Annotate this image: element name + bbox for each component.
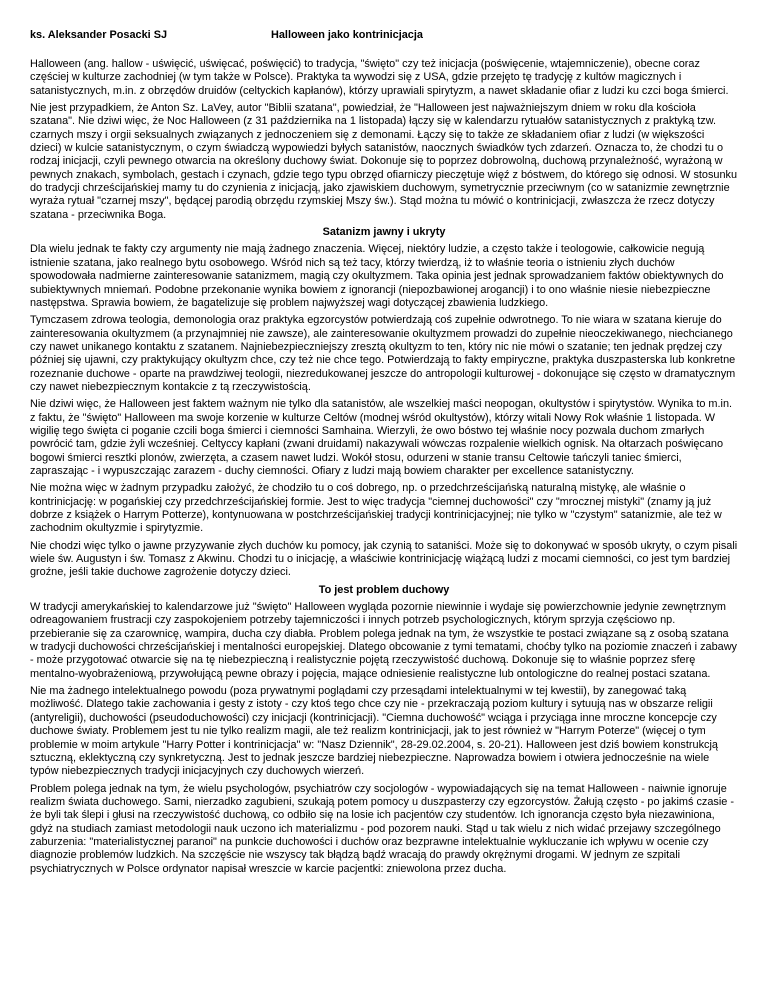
paragraph: Nie można więc w żadnym przypadku założyć, że chodziło tu o coś dobrego, np. o przedchrześcijańską naturalną mistykę, ale właśnie o kontrinicjację: w pogańskiej czy przedchrześcijańskiej formie. Jest to więc tradycja "ciemnej duchowości" czy "mrocznej mistyki" (znamy ją już dobrze z książek o Harrym Potterze), kontynuowana w postchrześcijańskiej tradycji kontrinicjacyjnej; nie tylko w "czystym" satanizmie, ale też w zachodnim okultyzmie i spirytyzmie. bbox=[30, 482, 722, 535]
paragraph: Tymczasem zdrowa teologia, demonologia oraz praktyka egzorcystów potwierdzają coś zupełnie odwrotnego. To nie wiara w szatana kieruje do zainteresowania okultyzmem (a przynajmniej nie zawsze), ale zainteresowanie okultyzmem prowadzi do zupełnie nieoczekiwanego, niechcianego czy nawet unikanego kontaktu z szatanem. Najniebezpieczniejszy zresztą okultyzm to ten, który nic nie mówi o szatanie; ten jednak prędzej czy później się ujawni, czy praktykujący okultyzm chce, czy też nie chce tego. Potwierdzają to fakty empiryczne, praktyka duszpasterska lub konkretne rozeznanie duchowe - oparte na prawdziwej teologii, niezredukowanej jeszcze do antropologii kulturowej - dokonujące się często w dramatycznym czy nawet niebezpiecznym kontakcie z tą rzeczywistością. bbox=[30, 314, 736, 393]
paragraph: Nie ma żadnego intelektualnego powodu (poza prywatnymi poglądami czy przesądami intelektualnymi w tej kwestii), by zanegować taką możliwość. Dlatego takie zachowania i gesty z istoty - czy ktoś tego chce czy nie - przekraczają poziom kultury i sytuują nas w obszarze religii (antyreligii), duchowości (pseudoduchowości) czy inicjacji (kontrinicjacji). "Ciemna duchowość" wciąga i przyciąga inne mroczne koncepcje czy duchowe światy. Problemem jest tu nie tylko realizm magii, ale też realizm kontrinicjacji, jak to jest również w "Harrym Poterze" (więcej o tym problemie w moim artykule "Harry Potter i kontrinicjacja" w: "Nasz Dziennik", 28-29.02.2004, s. 20-21). Halloween jest dziś bowiem konstrukcją sztuczną, eklektyczną czy synkretyczną. Jest to jednak jeszcze bardziej niebezpieczne. Naprowadza bowiem i otwiera jednocześnie na wiele typów niebezpiecznych tradycji inicjacyjnych czy duchowych wierzeń. bbox=[30, 685, 718, 778]
paragraph: Halloween (ang. hallow - uświęcić, uświęcać, poświęcić) to tradycja, "święto" czy też inicjacja (poświęcenie, wtajemniczenie), obecne coraz częściej w kulturze zachodniej (w tym także w Polsce). Praktyka ta wywodzi się z USA, gdzie przejęto tę tradycję z kultów magicznych i satanistycznych, m.in. z obrzędów druidów (celtyckich kapłanów), którzy uprawiali spirytyzm, a nawet składanie ofiar z ludzi ku czci boga śmierci. bbox=[30, 58, 729, 97]
section-intro bbox=[30, 58, 738, 222]
document-header bbox=[30, 28, 738, 42]
paragraph: Nie dziwi więc, że Halloween jest faktem ważnym nie tylko dla satanistów, ale wszelkiej maści neopogan, okultystów i spirytystów. Wynika to m.in. z faktu, że "święto" Halloween ma swoje korzenie w kulturze Celtów (modnej wśród okultystów), którzy witali Nowy Rok właśnie 1 listopada. W wigilię tego święta ci poganie czcili boga śmierci i ciemności Samhaina. Wierzyli, że owo bóstwo tej właśnie nocy pozwala duchom zmarłych powrócić tam, gdzie żyli wcześniej. Celtyccy kapłani (zwani druidami) nakazywali wówczas rozpalenie wielkich ognisk. Na ołtarzach poświęcano bogowi śmierci resztki plonów, zwierzęta, a czasem nawet ludzi. Wokół stosu, odurzeni w stanie transu Celtowie tańczyli taniec śmierci, zapraszając - i wypuszczając zarazem - duchy ciemności. Ofiary z ludzi mają bowiem charakter per excellence satanistyczny. bbox=[30, 398, 733, 477]
section-satanizm bbox=[30, 226, 738, 580]
section-problem-duchowy bbox=[30, 584, 738, 876]
section-heading: Satanizm jawny i ukryty bbox=[322, 226, 446, 239]
paragraph: Dla wielu jednak te fakty czy argumenty nie mają żadnego znaczenia. Więcej, niektóry ludzie, a często także i teologowie, całkowicie negują istnienie szatana, jako realnego bytu osobowego. Wśród nich są też tacy, którzy twierdzą, iż to właśnie teoria o istnieniu złych duchów spowodowała nadmierne zainteresowanie satanizmem, magią czy okultyzmem. Taka opinia jest jednak sprowadzaniem faktów obiektywnych do subiektywnych mniemań. Podobne przekonanie wynika bowiem z ignorancji (niepozbawionej arogancji) i to ono właśnie niesie niebezpieczne następstwa. Sprawia bowiem, że bagatelizuje się problem najwyższej wagi dotyczącej zbawienia ludzkiego. bbox=[30, 243, 724, 309]
paragraph: Nie chodzi więc tylko o jawne przyzywanie złych duchów ku pomocy, jak czynią to sataniści. Może się to dokonywać w sposób ukryty, o czym pisali wiele św. Augustyn i św. Tomasz z Akwinu. Chodzi tu o inicjację, a właściwie kontrinicjację wiążącą ludzi z mocami ciemności, co jest tym bardziej groźne, jeśli takie duchowe zagrożenie dotyczy dzieci. bbox=[30, 539, 738, 579]
section-heading: To jest problem duchowy bbox=[318, 583, 450, 596]
author-name: ks. Aleksander Posacki SJ bbox=[30, 29, 168, 41]
paragraph: W tradycji amerykańskiej to kalendarzowe już "święto" Halloween wygląda pozornie niewinnie i wydaje się powierzchownie jedynie zewnętrznym odreagowaniem frustracji czy zaspokojeniem potrzeby tajemniczości i innych potrzeb psychologicznych, którym sprzyja częściowo np. przebieranie się za czarownicę, wampira, ducha czy diabła. Problem polega jednak na tym, że wszystkie te postaci związane są z osobą szatana w tradycji duchowości chrześcijańskiej i mentalności europejskiej. Dlatego obcowanie z tymi tematami, choćby tylko na poziomie znaczeń i zabawy - może przygotować otwarcie się na tę niebezpieczną i realistycznie pojętą rzeczywistość duchową. Dokonuje się to właśnie poprzez sferę mentalno-wyobrażeniową, przywołującą pewne obrazy i pojęcia, mające odniesienie realistyczne lub ontologiczne do realnej postaci szatana. bbox=[30, 601, 737, 680]
paragraph: Nie jest przypadkiem, że Anton Sz. LaVey, autor "Biblii szatana", powiedział, że "Halloween jest najważniejszym dniem w roku dla kościoła szatana". Nie dziwi więc, że Noc Halloween (z 31 października na 1 listopada) łączy się w kalendarzu rytuałów satanistycznych z praktyką tzw. czarnych mszy i orgii seksualnych związanych z jednoczeniem się z demonami. Łączy się to także ze składaniem ofiar z ludzi (w większości dzieci) w kulcie satanistycznym, o czym świadczą wypowiedzi byłych satanistów, naocznych świadków tych zdarzeń. Oznacza to, że chodzi tu o rodzaj inicjacji, czyli pewnego otwarcia na określony duchowy świat. Dokonuje się to poprzez dobrowolną, duchową przynależność, wyrażoną w pewnych znakach, symbolach, gestach i czynach, gdzie tego typu obrzęd ofiarniczy pieczętuje więź z bóstwem, do którego się odnosi. W stosunku do tradycji chrześcijańskiej mamy tu do czynienia z inicjacją, jako zjawiskiem duchowym, symetrycznie przeciwnym (co w satanizmie zewnętrznie wyraża rytuał "czarnej mszy", będącej parodią obrzędu rzymskiej Mszy św.). Stąd można tu mówić o kontrinicjacji, zwłaszcza że rzecz dotyczy szatana - przeciwnika Boga. bbox=[30, 102, 738, 221]
document-title: Halloween jako kontrinicjacja bbox=[271, 29, 423, 41]
paragraph: Problem polega jednak na tym, że wielu psychologów, psychiatrów czy socjologów - wypowiadających się na temat Halloween - naiwnie ignoruje realizm świata duchowego. Sami, nierzadko zagubieni, szukają potem pomocy u duszpasterzy czy egzorcystów. Żałują często - po jakimś czasie - że byli tak ślepi i głusi na rzeczywistość duchową, co odbiło się na losie ich pacjentów czy studentów. Ich ignorancja często była niezawiniona, gdyż na studiach zamiast metodologii nauk uczono ich materializmu - pod pozorem nauki. Stąd u tak wielu z nich widać przejawy szczególnego zaburzenia: "materialistycznej paranoi" na punkcie duchowości i duchów oraz bezprawne intelektualnie wykluczanie ich wpływu w ocenie czy diagnozie problemów ludzkich. Na szczęście nie wszyscy tak błądzą bądź wracają do prawdy okrężnymi drogami. W jednym ze szpitali psychiatrycznych w Polsce ordynator napisał wreszcie w karcie pacjentki: zniewolona przez ducha. bbox=[30, 782, 734, 875]
